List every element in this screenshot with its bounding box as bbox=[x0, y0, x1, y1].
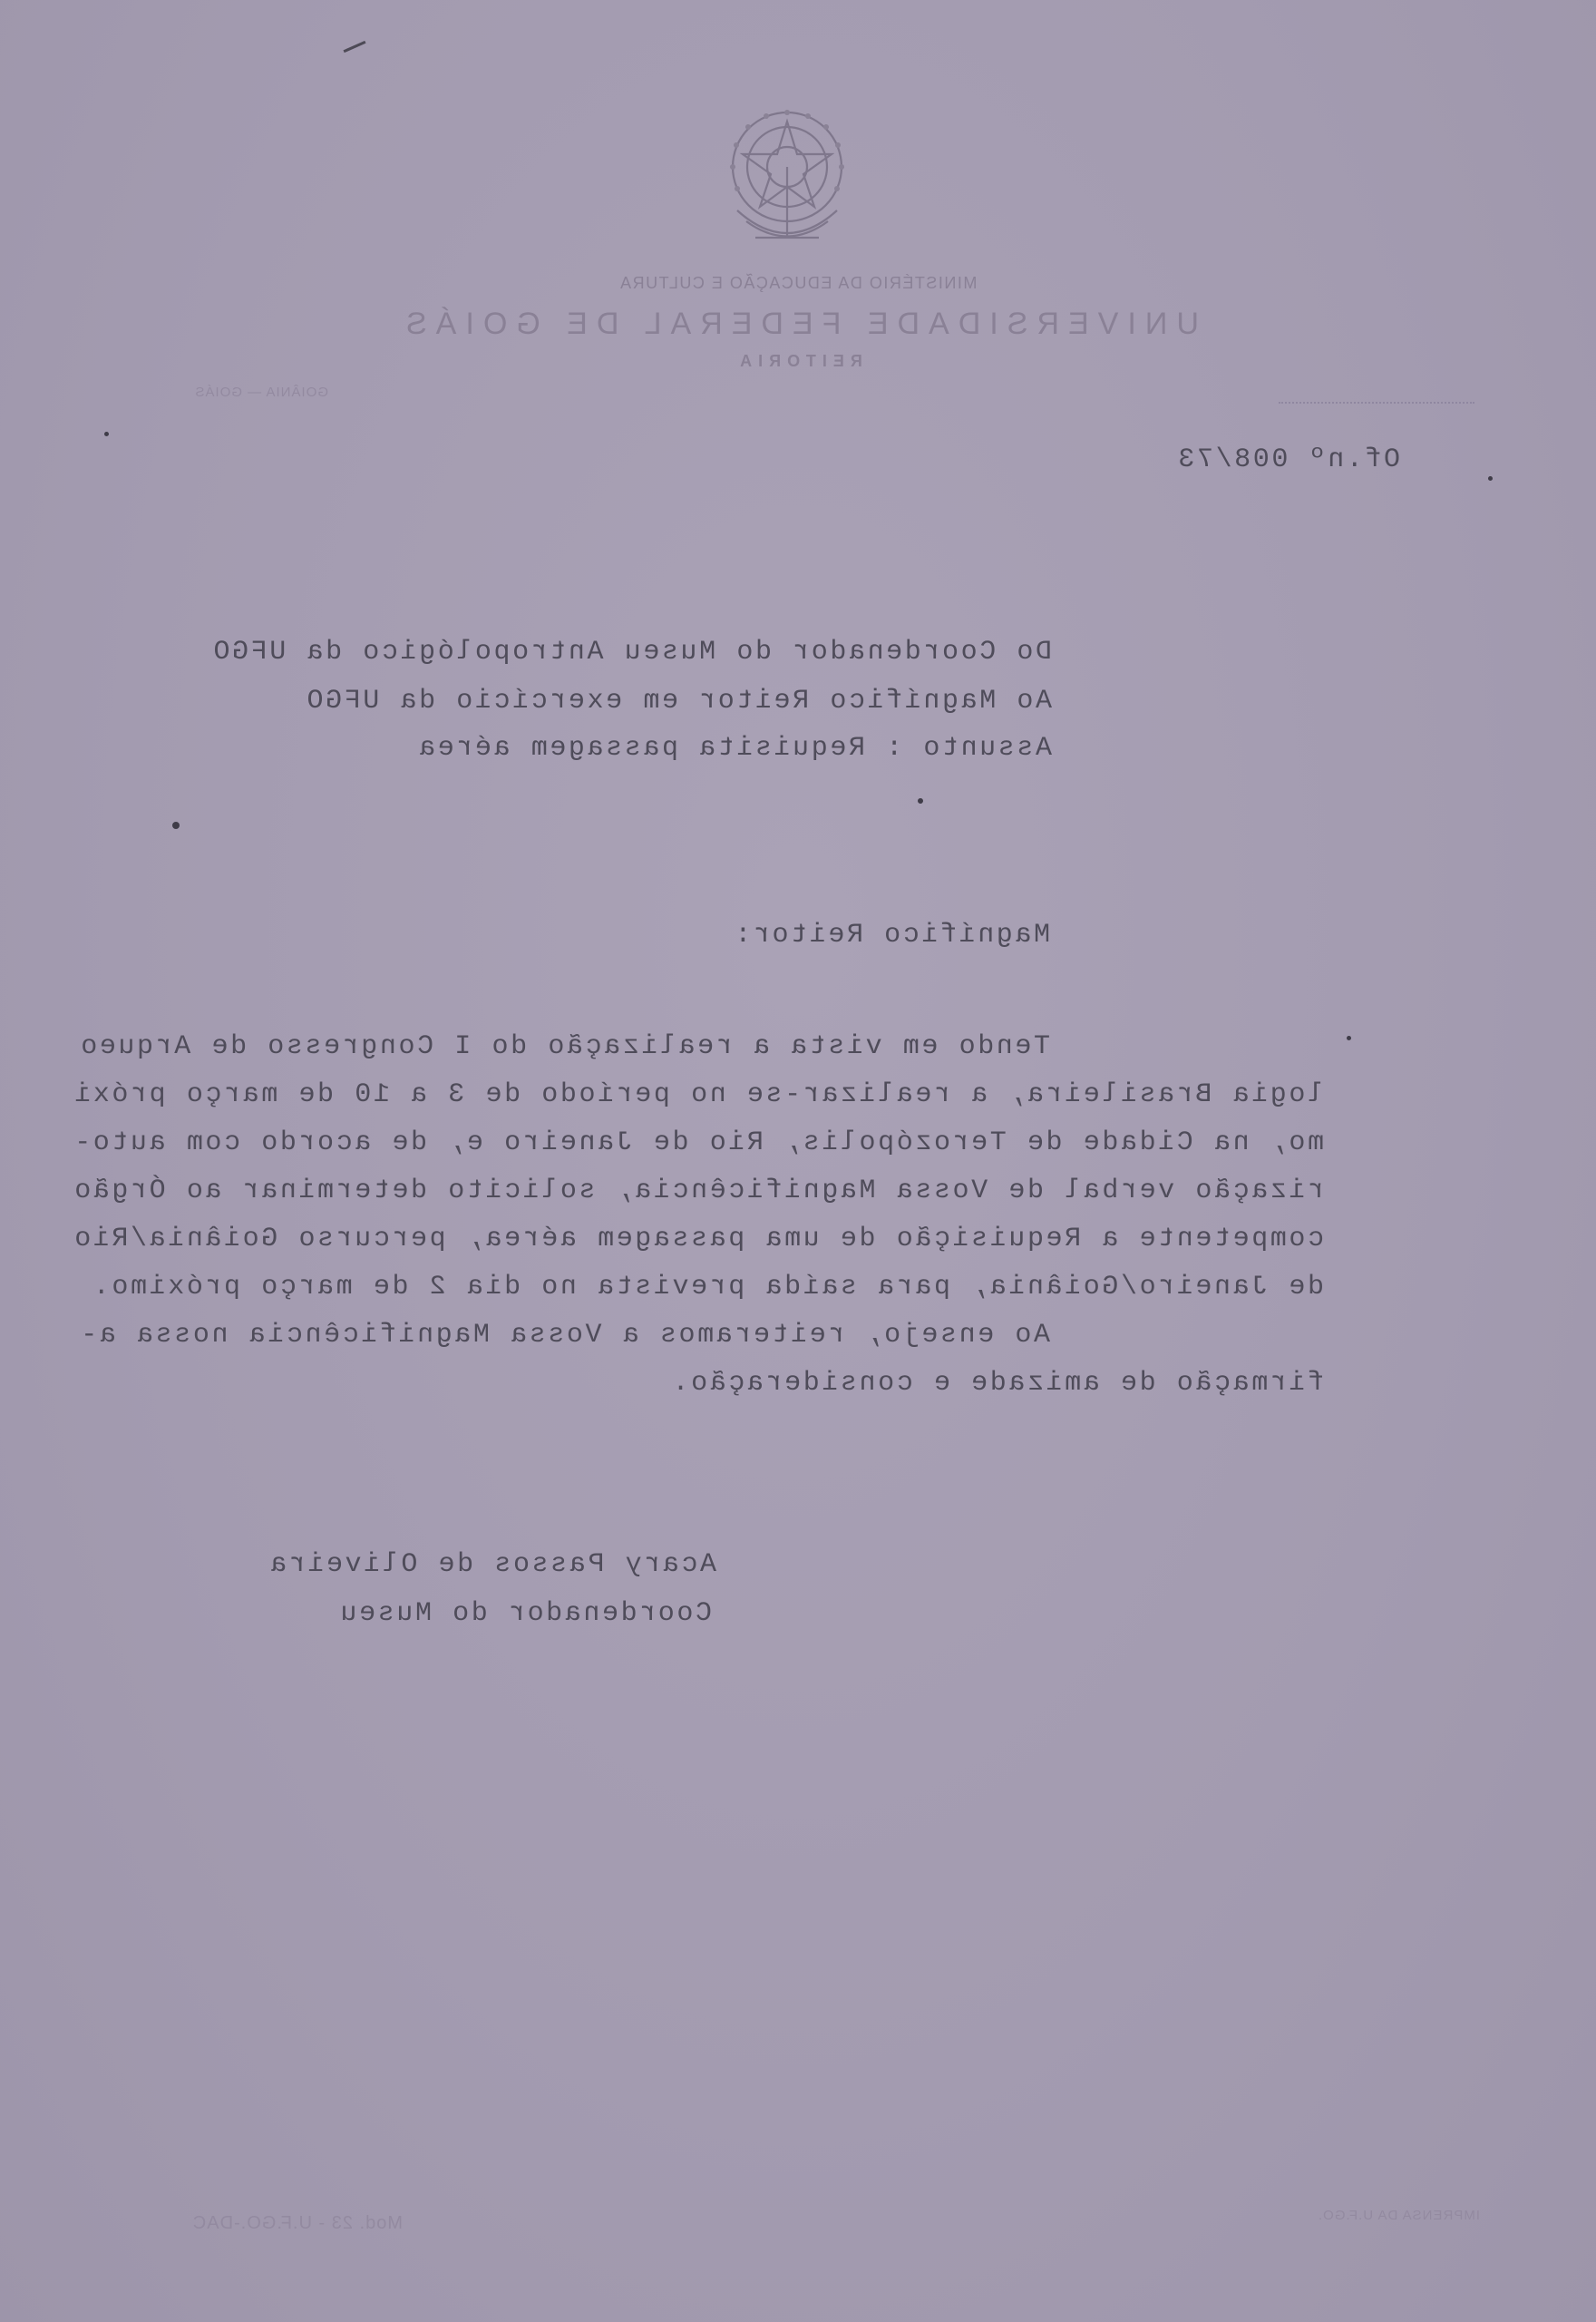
body-line: logia Brasileira, a realizar-se no período de 3 a 10 de março próxi bbox=[72, 1079, 1324, 1110]
paper-speck bbox=[1488, 476, 1493, 481]
signature-name: Acary Passos de Oliveira bbox=[268, 1549, 716, 1580]
header-to: Ao Magnífico Reitor em exercício da UFGO bbox=[304, 686, 1052, 717]
salutation: Magnífico Reitor: bbox=[732, 920, 1050, 951]
reference-number: Of.nº 008/73 bbox=[1175, 444, 1400, 475]
header-subject: Assunto : Requisita passagem aérea bbox=[416, 733, 1052, 764]
body-line: Tendo em vista a realização do I Congresso de Arqueo bbox=[78, 1031, 1050, 1062]
form-code: Mod. 23 - U.F.GO.-DAC bbox=[191, 2213, 403, 2233]
printer-credit: IMPRENSA DA U.F.GO. bbox=[1317, 2208, 1480, 2223]
ministry-line: MINISTÉRIO DA EDUCAÇÃO E CULTURA bbox=[618, 274, 978, 292]
university-name: UNIVERSIDADE FEDERAL DE GOIÁS bbox=[397, 307, 1199, 341]
paper-speck bbox=[104, 432, 109, 436]
paper-speck bbox=[1347, 1036, 1351, 1040]
body-line: firmação de amizade e consideração. bbox=[669, 1368, 1324, 1399]
body-line: competente a Requisição de uma passagem aérea, percurso Goiânia/Rio bbox=[72, 1224, 1324, 1254]
date-rule bbox=[1279, 402, 1474, 404]
coat-of-arms-icon bbox=[719, 102, 855, 254]
office-name: REITORIA bbox=[734, 352, 862, 370]
body-line: de Janeiro/Goiânia, para saída prevista no dia 2 de março próximo. bbox=[91, 1272, 1324, 1302]
body-line: rização verbal de Vossa Magnificência, solicito determinar ao Órgão bbox=[72, 1176, 1324, 1206]
paper-mark bbox=[344, 41, 366, 53]
paper-speck bbox=[172, 822, 180, 829]
body-line: Ao ensejo, reiteramos a Vossa Magnificência nossa a- bbox=[78, 1320, 1050, 1351]
paper-speck bbox=[918, 798, 923, 804]
body-line: mo, na Cidade de Terozópolis, Rio de Janeiro e, de acordo com auto- bbox=[72, 1127, 1324, 1158]
city-line: GOIÂNIA — GOIÁS bbox=[194, 385, 328, 400]
header-from: Do Coordenador do Museu Antropológico da UFGO bbox=[210, 637, 1052, 668]
signature-title: Coordenador do Museu bbox=[337, 1598, 712, 1629]
